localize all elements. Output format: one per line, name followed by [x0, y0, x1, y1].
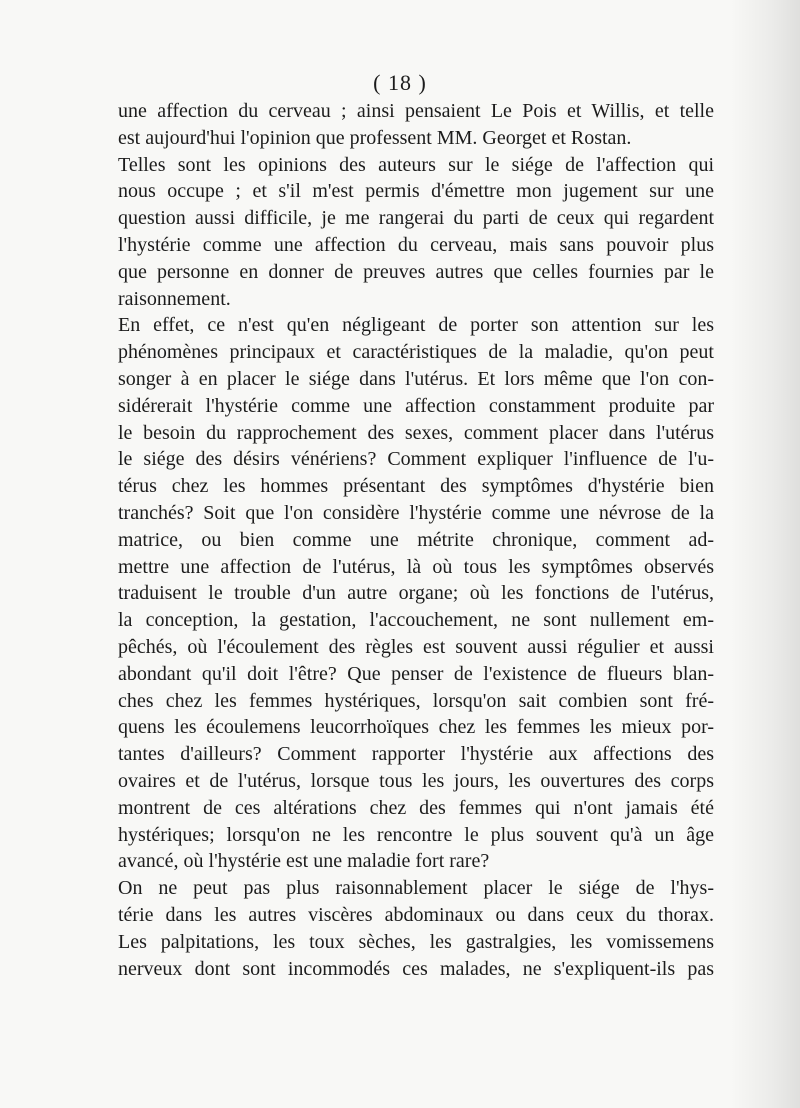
text-line: En effet, ce n'est qu'en négligeant de porter son attention sur les — [118, 314, 714, 337]
text-line: térus chez les hommes présentant des symptômes d'hystérie bien — [118, 475, 714, 498]
text-line: nous occupe ; et s'il m'est permis d'émettre mon jugement sur une — [118, 180, 714, 203]
text-line: l'hystérie comme une affection du cerveau, mais sans pouvoir plus — [118, 233, 714, 256]
text-line: le besoin du rapprochement des sexes, comment placer dans l'utérus — [118, 421, 714, 444]
text-line: est aujourd'hui l'opinion que professent MM. Georget et Rostan. — [118, 126, 632, 149]
text-line: que personne en donner de preuves autres que celles fournies par le — [118, 260, 714, 283]
text-line: ches chez les femmes hystériques, lorsqu'on sait combien sont fré- — [118, 689, 714, 712]
text-line: ovaires et de l'utérus, lorsque tous les jours, les ouvertures des corps — [118, 769, 714, 792]
text-line: quens les écoulemens leucorrhoïques chez les femmes les mieux por- — [118, 716, 714, 739]
text-line: tranchés? Soit que l'on considère l'hystérie comme une névrose de la — [118, 501, 714, 524]
text-line: mettre une affection de l'utérus, là où tous les symptômes observés — [118, 555, 714, 578]
text-line: tantes d'ailleurs? Comment rapporter l'hystérie aux affections des — [118, 743, 714, 766]
text-line: hystériques; lorsqu'on ne les rencontre le plus souvent qu'à un âge — [118, 823, 714, 846]
text-line: avancé, où l'hystérie est une maladie fort rare? — [118, 850, 490, 873]
page-edge-shadow — [730, 0, 800, 1108]
text-line: abondant qu'il doit l'être? Que penser de l'existence de flueurs blan- — [118, 662, 714, 685]
text-line: montrent de ces altérations chez des femmes qui n'ont jamais été — [118, 796, 714, 819]
text-line: matrice, ou bien comme une métrite chronique, comment ad- — [118, 528, 714, 551]
text-line: traduisent le trouble d'un autre organe; où les fonctions de l'utérus, — [118, 582, 714, 605]
text-line: pêchés, où l'écoulement des règles est souvent aussi régulier et aussi — [118, 635, 714, 658]
body-text — [118, 98, 714, 982]
text-line: phénomènes principaux et caractéristiques de la maladie, qu'on peut — [118, 341, 714, 364]
text-line: une affection du cerveau ; ainsi pensaient Le Pois et Willis, et telle — [118, 100, 714, 122]
text-line: térie dans les autres viscères abdominaux ou dans ceux du thorax. — [118, 903, 714, 926]
text-line: songer à en placer le siége dans l'utérus. Et lors même que l'on con- — [118, 367, 714, 390]
text-line: le siége des désirs vénériens? Comment expliquer l'influence de l'u- — [118, 448, 714, 471]
text-line: raisonnement. — [118, 287, 231, 310]
text-line: sidérerait l'hystérie comme une affection constamment produite par — [118, 394, 714, 417]
text-line: On ne peut pas plus raisonnablement placer le siége de l'hys- — [118, 877, 714, 900]
text-line: la conception, la gestation, l'accouchement, ne sont nullement em- — [118, 609, 714, 632]
text-line: nerveux dont sont incommodés ces malades, ne s'expliquent-ils pas — [118, 957, 714, 980]
text-line: Les palpitations, les toux sèches, les gastralgies, les vomissemens — [118, 930, 714, 953]
text-line: Telles sont les opinions des auteurs sur le siége de l'affection qui — [118, 153, 714, 176]
page-number: ( 18 ) — [373, 70, 427, 95]
text-line: question aussi difficile, je me rangerai du parti de ceux qui regardent — [118, 207, 714, 230]
